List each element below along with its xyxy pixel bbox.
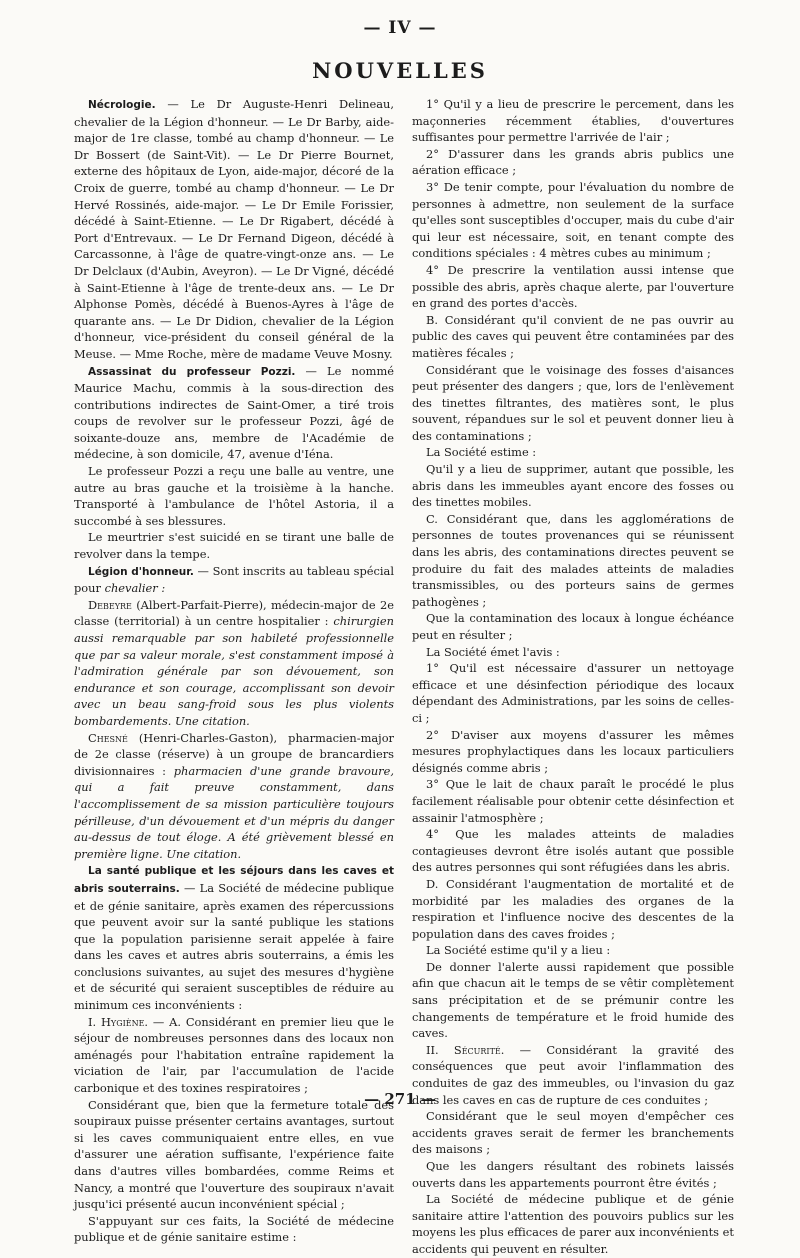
securite-text: — Considérant la gravité des conséquences que peut avoir l'inflammation des conduites de gaz des immeubles, ou l'invasion du gaz dans les caves en cas de rupture de ces conduites ;: [412, 1042, 734, 1107]
right-paragraph: La Société émet l'avis :: [426, 644, 560, 659]
pozzi-heading: Assassinat du professeur Pozzi.: [88, 365, 296, 378]
right-paragraph: La Société estime qu'il y a lieu :: [426, 943, 611, 958]
right-paragraph: De donner l'alerte aussi rapidement que possible afin que chacun ait le temps de se vêtir complètement sans précipitation et de se prémunir contre les changements de température et le froid humide des caves.: [412, 959, 734, 1041]
necrologie-text: — Le Dr Auguste-Henri Delineau, chevalier de la Légion d'honneur. — Le Dr Barby, aide-major de 1re classe, tombé au champ d'honneur. — Le Dr Bossert (de Saint-Vit). — Le Dr Pierre Bournet, externe des hôpitaux de Lyon, aide-major, décoré de la Croix de guerre, tombé au champ d'honneur. — Le Dr Hervé Rossinés, aide-major. — Le Dr Emile Forissier, décédé à Saint-Etienne. — Le Dr Rigabert, décédé à Port d'Entrevaux. — Le Dr Fernand Digeon, décédé à Carcassonne, à l'âge de quatre-vingt-onze ans. — Le Dr Delclaux (d'Aubin, Aveyron). — Le Dr Vigné, décédé à Saint-Etienne à l'âge de trente-deux ans. — Le Dr Alphonse Pomès, décédé à Buenos-Ayres à l'âge de quarante ans. — Le Dr Didion, chevalier de la Légion d'honneur, vice-président du conseil général de la Meuse. — Mme Roche, mère de madame Veuve Mosny.: [74, 97, 394, 361]
closing-paragraph: Considérant que le seul moyen d'empêcher ces accidents graves serait de fermer les branchements des maisons ;: [412, 1109, 734, 1157]
sante-heading: La santé publique et les séjours dans les caves et abris souterrains.: [74, 865, 394, 895]
page-header: — IV —: [363, 18, 437, 38]
debeyre-name: Debeyre: [88, 597, 132, 612]
hygiene-text: — A. Considérant en premier lieu que le séjour de nombreuses personnes dans des locaux non aménagés pour l'habitation entraîne rapidement la viciation de l'air, par l'accumulation de l'acide carbonique et des toxines respiratoires ;: [74, 1014, 394, 1096]
sante-paragraph-3: S'appuyant sur ces faits, la Société de médecine publique et de génie sanitaire estime :: [74, 1213, 394, 1245]
chesne-paragraph: [74, 730, 394, 863]
chesne-text: (Henri-Charles-Gaston), pharmacien-major de 2e classe (réserve) à un groupe de brancardiers divisionnaires :: [74, 730, 394, 778]
right-paragraph: 3° Que le lait de chaux paraît le procédé le plus facilement réalisable pour obtenir cette désinfection et assainir l'atmosphère ;: [412, 777, 734, 825]
left-column: [74, 96, 394, 1245]
right-paragraph: Considérant que le voisinage des fosses d'aisances peut présenter des dangers ; que, lors de l'enlèvement des tinettes filtrantes, des matières sont, le plus souvent, répandues sur le sol et peuvent donner lieu à des contaminations ;: [412, 362, 734, 443]
debeyre-citation: chirurgien aussi remarquable par son habileté professionnelle que par sa valeur morale, s'est constamment imposé à l'admiration générale par son dévouement, son endurance et son courage, accomplissant son devoir avec un beau sang-froid sous les plus violents bombardements. Une citation.: [74, 614, 394, 728]
right-paragraph: 4° Que les malades atteints de maladies contagieuses devront être isolés autant que possible des autres personnes qui sont réfugiées dans les abris.: [412, 827, 734, 875]
necrologie-heading: Nécrologie.: [88, 99, 156, 111]
section-title: NOUVELLES: [312, 58, 488, 83]
debeyre-text: (Albert-Parfait-Pierre), médecin-major de 2e classe (territorial) à un centre hospitalier :: [74, 597, 394, 629]
right-paragraph: 2° D'aviser aux moyens d'assurer les mêmes mesures prophylactiques dans les locaux particuliers désignés comme abris ;: [412, 727, 734, 775]
pozzi-paragraph: [74, 363, 394, 464]
sante-text: — La Société de médecine publique et de génie sanitaire, après examen des répercussions que peuvent avoir sur la santé publique les stations que la population parisienne serait appelée à faire dans les caves et autres abris souterrains, a émis les conclusions suivantes, au sujet des mesures d'hygiène et de sécurité qui seraient susceptibles de réduire au minimum ces inconvénients :: [74, 880, 394, 1013]
right-paragraph: 1° Qu'il est nécessaire d'assurer un nettoyage efficace et une désinfection périodique des locaux dépendant des Administrations, par les soins de celles-ci ;: [412, 661, 734, 725]
right-paragraph: Que la contamination des locaux à longue échéance peut en résulter ;: [412, 611, 734, 642]
right-paragraph: B. Considérant qu'il convient de ne pas ouvrir au public des caves qui peuvent être contaminées par des matières fécales ;: [412, 312, 734, 360]
legion-text: — Sont inscrits au tableau spécial pour: [74, 563, 394, 596]
pozzi-paragraph-3: Le meurtrier s'est suicidé en se tirant une balle de revolver dans la tempe.: [74, 530, 394, 562]
right-paragraph: C. Considérant que, dans les agglomérations de personnes de toutes provenances qui se réunissent dans les abris, des contaminations directes peuvent se produire du fait des malades atteints de maladies transmissibles, ou des porteurs sains de germes pathogènes ;: [412, 511, 734, 609]
right-paragraph: 1° Qu'il y a lieu de prescrire le percement, dans les maçonneries récemment établies, d'ouvertures suffisantes pour permettre l'arrivée de l'air ;: [412, 97, 734, 145]
necrologie-paragraph: [74, 96, 394, 363]
closing-paragraph: Que les dangers résultant des robinets laissés ouverts dans les appartements pourront être évités ;: [412, 1159, 734, 1190]
closing-paragraph: La Société de médecine publique et de génie sanitaire attire l'attention des pouvoirs publics sur les moyens les plus efficaces de parer aux inconvénients et accidents qui peuvent en résulter.: [412, 1192, 734, 1256]
right-paragraph: 2° D'assurer dans les grands abris publics une aération efficace ;: [412, 146, 734, 178]
sante-paragraph: [74, 862, 394, 1013]
pozzi-paragraph-2: Le professeur Pozzi a reçu une balle au ventre, une autre au bras gauche et la troisième à la hanche. Transporté à l'ambulance de l'hôtel Astoria, il a succombé à ses blessures.: [74, 464, 394, 528]
right-paragraph: D. Considérant l'augmentation de mortalité et de morbidité par les maladies des organes de la respiration et l'influence nocive des descentes de la population dans des caves froides ;: [412, 876, 734, 941]
hygiene-paragraph: [74, 1014, 394, 1097]
right-column: [412, 96, 734, 1256]
right-paragraph: Qu'il y a lieu de supprimer, autant que possible, les abris dans les immeubles ayant encore des fosses ou des tinettes mobiles.: [412, 462, 734, 510]
pozzi-text: — Le nommé Maurice Machu, commis à la sous-direction des contributions indirectes de Saint-Omer, a tiré trois coups de revolver sur le professeur Pozzi, âgé de soixante-douze ans, membre de l'Académie de médecine, à son domicile, 47, avenue d'Iéna.: [74, 363, 394, 462]
sante-paragraph-2: Considérant que, bien que la fermeture totale des soupiraux puisse présenter certains avantages, surtout si les caves communiquaient entre elles, en vue d'assurer une aération suffisante, l'expérience faite dans d'autres villes bombardées, comme Reims et Nancy, a montré que l'ouverture des soupiraux n'avait jusqu'ici présenté aucun inconvénient spécial ;: [74, 1097, 394, 1212]
legion-heading: Légion d'honneur.: [88, 565, 194, 578]
right-paragraph: 4° De prescrire la ventilation aussi intense que possible des abris, après chaque alerte, par l'ouverture en grand des portes d'accès.: [412, 262, 734, 311]
chesne-name: Chesné: [88, 730, 128, 745]
legion-paragraph: [74, 563, 394, 597]
hygiene-label: I. Hygiène.: [88, 1014, 149, 1029]
chesne-citation: pharmacien d'une grande bravoure, qui a fait preuve constamment, dans l'accomplissement de sa mission particulière toujours périlleuse, d'un dévouement et d'un mépris du danger au-dessus de tout éloge. A été grièvement blessé en première ligne. Une citation.: [74, 763, 394, 861]
securite-label: II. Sécurité.: [426, 1042, 505, 1057]
legion-chevalier: chevalier :: [104, 581, 166, 596]
page-number: — 271 —: [364, 1090, 436, 1108]
right-paragraph: La Société estime :: [426, 445, 537, 460]
debeyre-paragraph: [74, 597, 394, 730]
right-paragraph: 3° De tenir compte, pour l'évaluation du nombre de personnes à admettre, non seulement de la surface qu'elles sont susceptibles d'occuper, mais du cube d'air qui leur est nécessaire, soit, en tenant compte des conditions spéciales : 4 mètres cubes au minimum ;: [412, 179, 734, 261]
